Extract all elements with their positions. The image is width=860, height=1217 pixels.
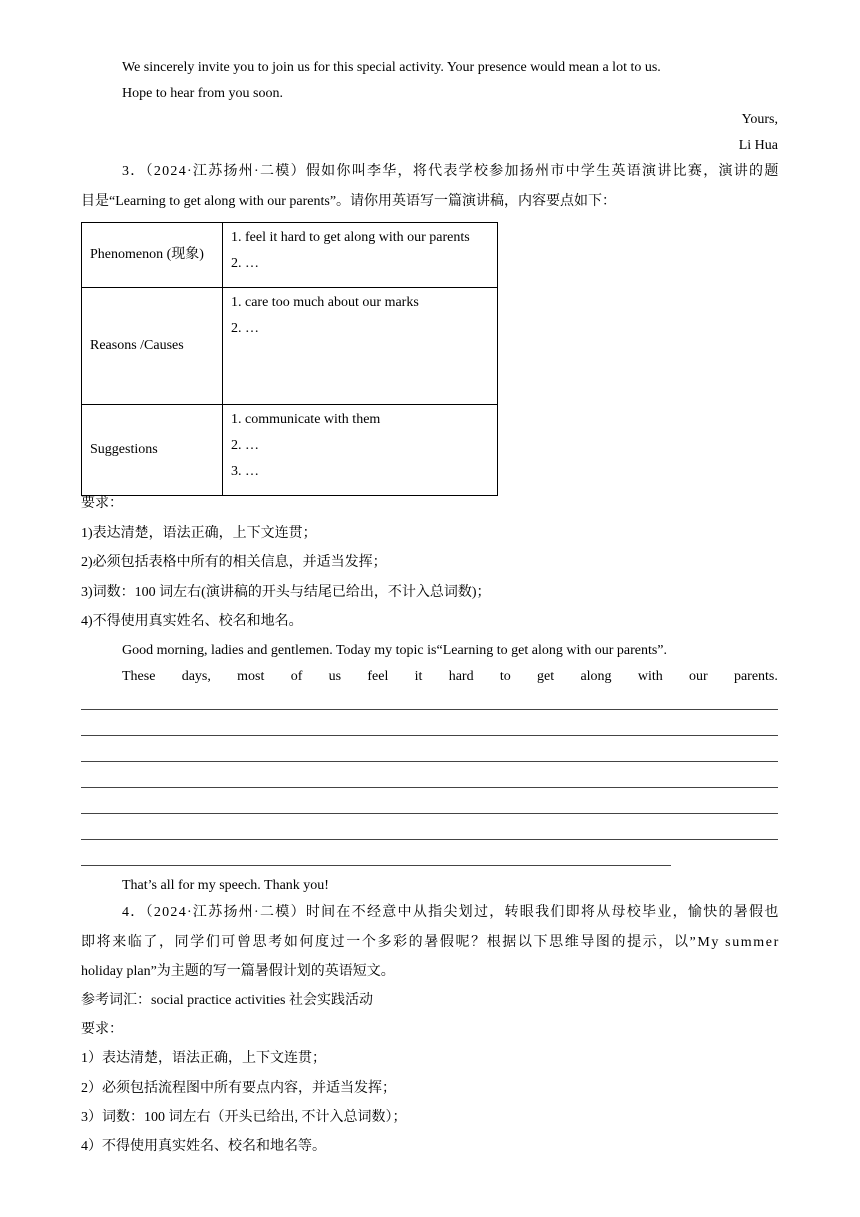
table-row-items — [223, 223, 498, 288]
q3-outline-table — [81, 222, 498, 496]
table-row-label: Suggestions — [82, 405, 223, 496]
table-item: 2. … — [231, 256, 259, 271]
answer-line[interactable] — [81, 735, 778, 736]
q3-requirement-2: 2)必须包括表格中所有的相关信息，并适当发挥； — [81, 555, 387, 570]
answer-line[interactable] — [81, 709, 778, 710]
answer-line[interactable] — [81, 813, 778, 814]
letter-hope-text: Hope to hear from you soon. — [122, 86, 283, 101]
answer-line[interactable] — [81, 761, 778, 762]
q3-requirement-4: 4)不得使用真实姓名、校名和地名。 — [81, 614, 303, 629]
letter-signature: Li Hua — [738, 138, 778, 153]
q3-speech-ending: That’s all for my speech. Thank you! — [122, 878, 329, 893]
starter-word: hard — [448, 669, 474, 684]
q4-vocab: 参考词汇：social practice activities 社会实践活动 — [81, 993, 373, 1008]
table-item: 2. … — [231, 321, 259, 336]
starter-word: feel — [367, 669, 389, 684]
table-row-items — [223, 405, 498, 496]
table-row — [82, 223, 498, 288]
table-row — [82, 288, 498, 405]
q4-intro-line3: holiday plan”为主题的写一篇暑假计划的英语短文。 — [81, 964, 395, 979]
q4-requirement-2: 2）必须包括流程图中所有要点内容，并适当发挥； — [81, 1081, 396, 1096]
q4-intro-line2: 即将来临了，同学们可曾思考如何度过一个多彩的暑假呢？根据以下思维导图的提示，以”My summer — [81, 935, 780, 950]
table-item: 3. … — [231, 464, 259, 479]
q3-intro-line1: 3．（2024·江苏扬州·二模）假如你叫李华，将代表学校参加扬州市中学生英语演讲比赛，演讲的题 — [122, 164, 780, 179]
starter-word: us — [328, 669, 342, 684]
q3-intro-line2: 目是“Learning to get along with our parents”。请你用英语写一篇演讲稿，内容要点如下： — [81, 194, 617, 209]
q4-intro-line1: 4．（2024·江苏扬州·二模）时间在不经意中从指尖划过，转眼我们即将从母校毕业，愉快的暑假也 — [122, 905, 780, 920]
q4-requirements-title: 要求： — [81, 1022, 123, 1037]
table-item: 1. communicate with them — [231, 412, 381, 427]
starter-word: parents. — [733, 669, 778, 684]
table-item: 1. care too much about our marks — [231, 295, 419, 310]
answer-line[interactable] — [81, 839, 778, 840]
starter-word: days, — [181, 669, 211, 684]
starter-word: to — [499, 669, 511, 684]
starter-word: along — [580, 669, 612, 684]
q4-requirement-1: 1）表达清楚，语法正确，上下文连贯； — [81, 1051, 326, 1066]
answer-line[interactable] — [81, 787, 778, 788]
q4-requirement-4: 4）不得使用真实姓名、校名和地名等。 — [81, 1139, 326, 1154]
letter-invite-text: We sincerely invite you to join us for this special activity. Your presence would mean a lot to us. — [122, 60, 661, 75]
table-row — [82, 405, 498, 496]
table-row-label: Phenomenon (现象) — [82, 223, 223, 288]
q4-requirement-3: 3）词数：100 词左右（开头已给出, 不计入总词数）； — [81, 1110, 407, 1125]
starter-word: get — [537, 669, 555, 684]
starter-word: it — [414, 669, 423, 684]
letter-closing: Yours, — [741, 112, 778, 127]
starter-word: of — [290, 669, 303, 684]
table-row-items — [223, 288, 498, 405]
q3-speech-starter — [122, 668, 778, 686]
q3-requirement-1: 1)表达清楚，语法正确，上下文连贯； — [81, 526, 317, 541]
starter-word: with — [637, 669, 663, 684]
starter-word: our — [689, 669, 708, 684]
q3-speech-opening: Good morning, ladies and gentlemen. Today my topic is“Learning to get along with our parents”. — [122, 643, 668, 658]
starter-word: These — [122, 669, 156, 684]
q3-requirement-3: 3)词数：100 词左右(演讲稿的开头与结尾已给出，不计入总词数)； — [81, 585, 491, 600]
answer-line[interactable] — [81, 865, 671, 866]
starter-word: most — [237, 669, 265, 684]
table-row-label: Reasons /Causes — [82, 288, 223, 405]
table-item: 2. … — [231, 438, 259, 453]
table-item: 1. feel it hard to get along with our parents — [231, 230, 470, 245]
q3-requirements-title: 要求： — [81, 496, 123, 511]
